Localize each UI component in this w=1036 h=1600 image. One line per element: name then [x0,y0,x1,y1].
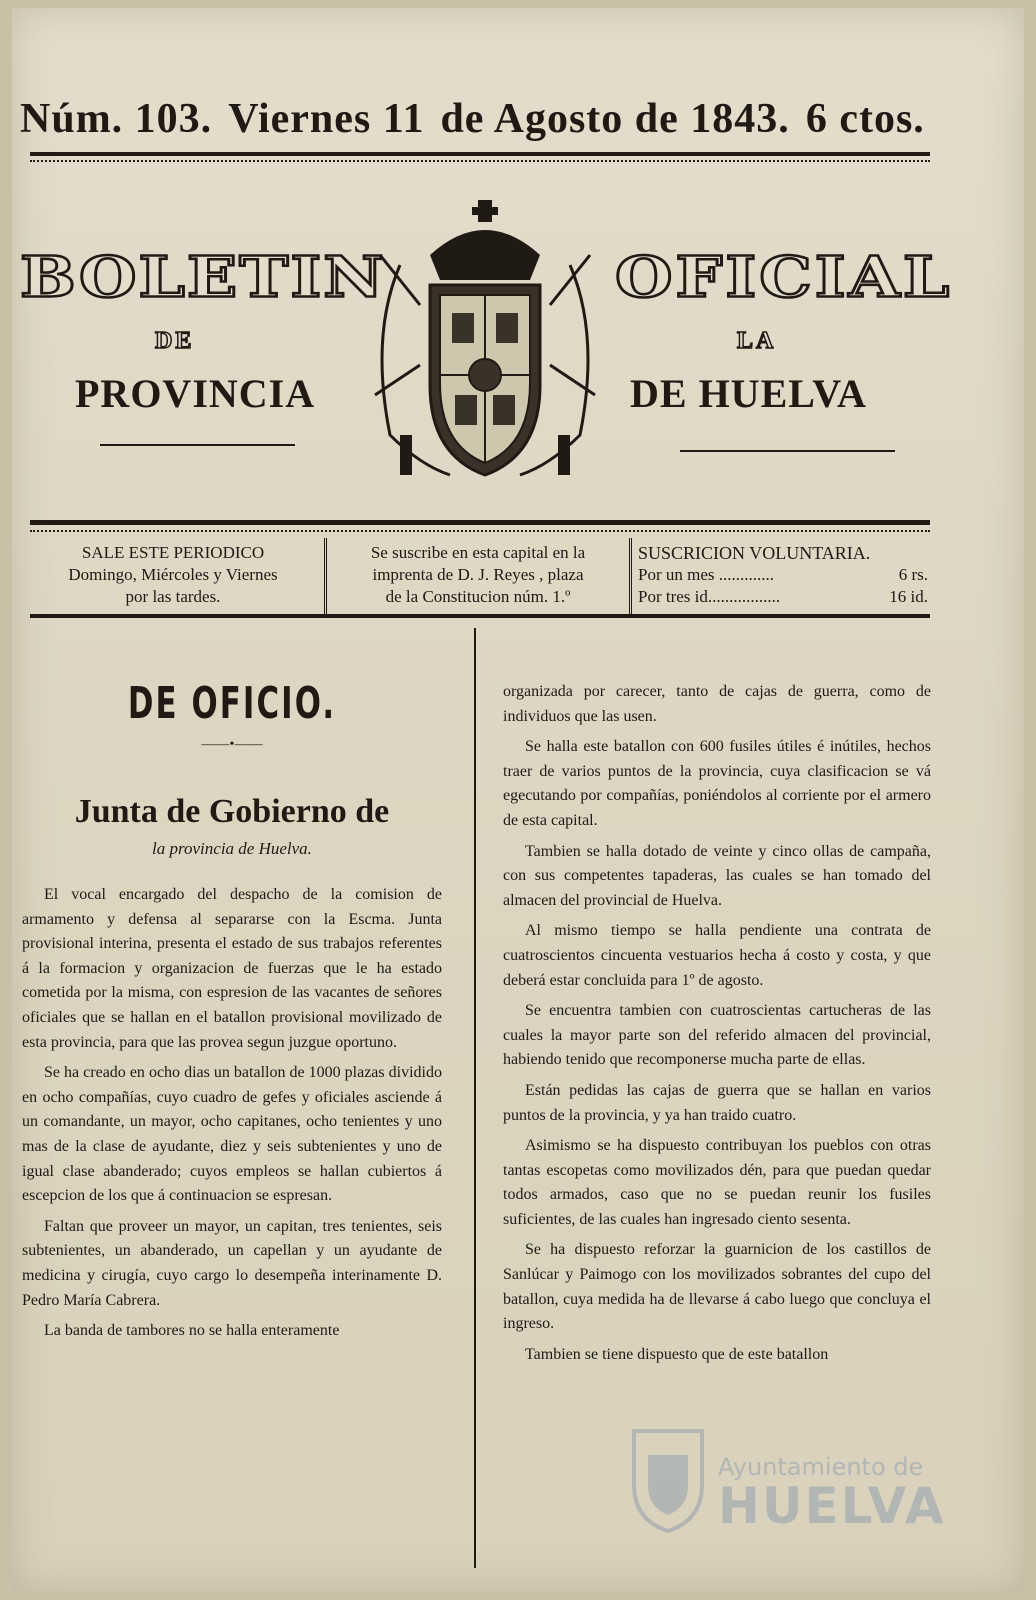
watermark-line-2: HUELVA [718,1477,946,1535]
paragraph: Faltan que proveer un mayor, un capitan, tres tenientes, seis subtenientes, un abanderado, un capellan y un ayudante de medicina y cirugía, cuyo cargo lo desempeña interinamente D. Pedro María Cabrera. [22,1217,442,1309]
paragraph: organizada por carecer, tanto de cajas de guerra, como de individuos que las usen. [503,683,931,725]
subscription-strip [22,538,940,614]
masthead-boletin: BOLETIN [20,243,386,311]
paragraph: Se ha dispuesto reforzar la guarnicion de los castillos de Sanlúcar y Paimogo con los movilizados sobrantes del cupo del batallon, cuya medida ha de llevarse á cabo luego que concluya el ingreso. [503,1241,931,1333]
masthead-left-rule [100,444,295,446]
price-row-month [638,564,928,586]
schedule-column [22,538,324,614]
strip-top-rule [30,520,930,525]
paragraph: Están pedidas las cajas de guerra que se hallan en varios puntos de la provincia, y ya han traido cuatro. [503,1081,931,1124]
column-divider [474,628,476,1568]
paragraph: La banda de tambores no se halla enteramente [44,1322,340,1340]
header-dotted-rule [30,160,930,162]
masthead-right-rule [680,450,895,452]
section-title: DE OFICIO. [127,678,337,729]
price-value: 16 id. [889,587,928,606]
price-row-quarter [638,586,928,608]
article-title: Junta de Gobierno de [74,793,390,830]
left-column [22,660,442,1350]
prices-title: SUSCRICION VOLUNTARIA. [638,543,871,563]
archive-watermark [628,1425,958,1535]
price-label: Por un mes ............. [638,565,774,584]
where-column [324,538,632,614]
paragraph: El vocal encargado del despacho de la comision de armamento y defensa al separarse con la Escma. Junta provisional interina, presenta el estado de sus trabajos referentes á la formacion y organizacion de fuerzas que le ha estado cometida por la misma, con espresion de las vacantes de señores oficiales que se hallan en el batallon provisional movilizado de esta provincia, para que las provea segun juzgue oportuno. [22,886,442,1051]
issue-header [20,95,960,143]
issue-price: 6 ctos. [805,96,925,142]
where-line-2: imprenta de D. J. Reyes , plaza [372,565,584,584]
right-column [503,680,931,1373]
paragraph: Tambien se tiene dispuesto que de este batallon [525,1345,829,1363]
schedule-days: Domingo, Miércoles y Viernes [68,565,278,584]
masthead-oficial: OFICIAL [615,243,953,311]
paragraph: Se ha creado en ocho dias un batallon de 1000 plazas dividido en ocho compañías, cuyo cuadro de gefes y oficiales asciende á un comandante, un mayor, ocho capitanes, ocho tenientes y uno mas de la clase de ayudante, diez y seis subtenientes y uno de igual clase abanderado; cuyos empleos se hallan cubiertos á escepcion de los que á continuacion se espresan. [22,1064,442,1205]
ornament: ——•—— [201,737,263,752]
issue-number: Núm. 103. [20,96,213,142]
masthead-de: DE [155,328,195,354]
city-shield-icon [628,1425,708,1535]
issue-date: de Agosto de 1843. [440,96,790,142]
price-label: Por tres id................. [638,587,781,606]
schedule-time: por las tardes. [125,587,221,606]
article-subtitle: la provincia de Huelva. [152,839,312,858]
paragraph: Tambien se halla dotado de veinte y cinco ollas de campaña, con sus competentes tapaderas, las cuales se han tomado del almacen del provincial de Huelva. [503,842,931,909]
masthead-provincia: PROVINCIA [75,371,316,416]
watermark-line-1: Ayuntamiento de [718,1453,924,1481]
price-value: 6 rs. [898,565,928,584]
strip-top-dotted [30,530,930,532]
schedule-title: SALE ESTE PERIODICO [81,543,265,562]
paragraph: Asimismo se ha dispuesto contribuyan los pueblos con otras tantas escopetas como movilizados dén, para que puedan quedar todos armados, caso que no se puedan reunir los fusiles suficientes, de las cuales han ingresado ciento sesenta. [503,1137,931,1228]
coat-of-arms-icon [360,195,610,490]
header-rule [30,152,930,156]
issue-day: Viernes 11 [228,96,425,142]
masthead-la: LA [737,328,777,354]
prices-column [632,538,934,614]
strip-bottom-rule [30,614,930,618]
where-line-3: de la Constitucion núm. 1.º [385,587,571,606]
where-line-1: Se suscribe en esta capital en la [370,543,586,562]
paragraph: Se encuentra tambien con cuatroscientas cartucheras de las cuales la mayor parte son del referido almacen del provincial, habiendo tenido que recomponerse mucha parte de ellas. [503,1002,931,1069]
paragraph: Al mismo tiempo se halla pendiente una contrata de cuatroscientos cincuenta vestuarios hecha á costo y costa, y que deberá estar concluida para 1º de agosto. [503,922,931,989]
masthead-huelva: DE HUELVA [630,371,867,416]
paragraph: Se halla este batallon con 600 fusiles útiles é inútiles, hechos traer de varios puntos de la provincia, cuya clasificacion se vá egecutando por compañías, poniéndolos al corriente por el armero de esta capital. [503,738,931,829]
